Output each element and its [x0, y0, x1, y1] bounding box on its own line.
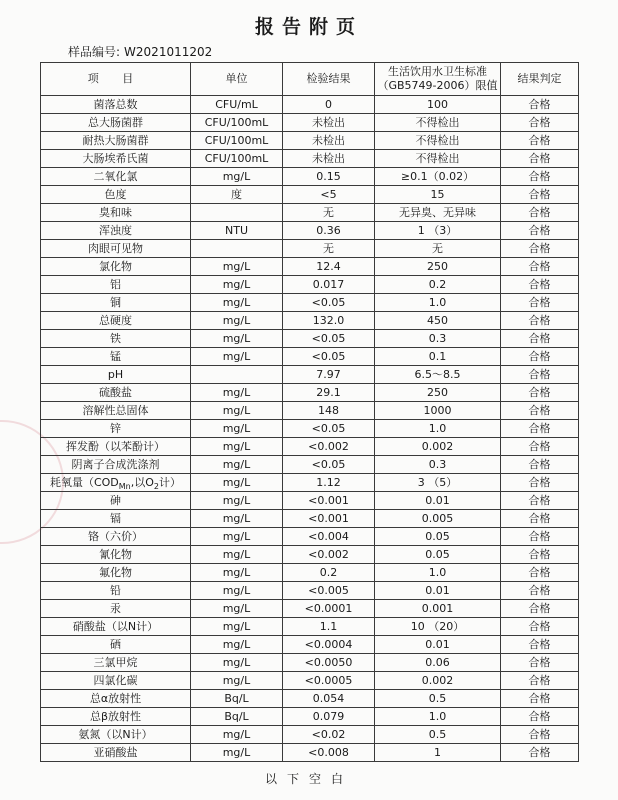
unit-cell: mg/L [191, 636, 283, 654]
result-cell: <0.02 [283, 726, 375, 744]
judgement-cell: 合格 [501, 582, 579, 600]
result-cell: <0.0050 [283, 654, 375, 672]
unit-cell: NTU [191, 222, 283, 240]
judgement-cell: 合格 [501, 618, 579, 636]
table-row [41, 258, 579, 276]
standard-cell: 不得检出 [375, 114, 501, 132]
table-row [41, 636, 579, 654]
unit-cell: mg/L [191, 420, 283, 438]
item-cell: 总大肠菌群 [41, 114, 191, 132]
result-cell: <0.05 [283, 348, 375, 366]
item-cell: 氨氮（以N计） [41, 726, 191, 744]
header-standard: 生活饮用水卫生标准（GB5749-2006）限值 [375, 63, 501, 96]
table-row [41, 168, 579, 186]
judgement-cell: 合格 [501, 204, 579, 222]
table-row [41, 222, 579, 240]
table-row [41, 312, 579, 330]
judgement-cell: 合格 [501, 456, 579, 474]
item-cell: 汞 [41, 600, 191, 618]
result-cell: 未检出 [283, 150, 375, 168]
standard-cell: 1.0 [375, 420, 501, 438]
result-cell: <0.001 [283, 492, 375, 510]
unit-cell: mg/L [191, 582, 283, 600]
item-cell: 肉眼可见物 [41, 240, 191, 258]
judgement-cell: 合格 [501, 258, 579, 276]
standard-cell: 6.5～8.5 [375, 366, 501, 384]
table-row [41, 294, 579, 312]
judgement-cell: 合格 [501, 96, 579, 114]
result-cell: 0.017 [283, 276, 375, 294]
item-cell: 菌落总数 [41, 96, 191, 114]
item-cell: 氯化物 [41, 258, 191, 276]
result-cell: 未检出 [283, 132, 375, 150]
result-cell: 0.2 [283, 564, 375, 582]
result-cell: 1.12 [283, 474, 375, 492]
judgement-cell: 合格 [501, 240, 579, 258]
item-cell: 氟化物 [41, 564, 191, 582]
standard-cell: 0.1 [375, 348, 501, 366]
header-result: 检验结果 [283, 63, 375, 96]
result-cell: <0.05 [283, 456, 375, 474]
table-row [41, 564, 579, 582]
unit-cell: mg/L [191, 726, 283, 744]
item-cell: 镉 [41, 510, 191, 528]
item-cell: 四氯化碳 [41, 672, 191, 690]
standard-cell: 0.01 [375, 492, 501, 510]
judgement-cell: 合格 [501, 510, 579, 528]
result-cell: 0.054 [283, 690, 375, 708]
standard-cell: 不得检出 [375, 132, 501, 150]
result-cell: <0.001 [283, 510, 375, 528]
table-row [41, 204, 579, 222]
result-cell: <0.008 [283, 744, 375, 762]
header-item: 项 目 [41, 63, 191, 96]
unit-cell: mg/L [191, 438, 283, 456]
judgement-cell: 合格 [501, 474, 579, 492]
item-cell: 硝酸盐（以N计） [41, 618, 191, 636]
header-unit: 单位 [191, 63, 283, 96]
unit-cell: mg/L [191, 600, 283, 618]
unit-cell: CFU/100mL [191, 114, 283, 132]
header-judgement: 结果判定 [501, 63, 579, 96]
standard-cell: 450 [375, 312, 501, 330]
sample-number [68, 43, 212, 60]
standard-cell: 0.002 [375, 438, 501, 456]
judgement-cell: 合格 [501, 348, 579, 366]
table-row [41, 726, 579, 744]
table-row [41, 690, 579, 708]
result-cell: 7.97 [283, 366, 375, 384]
judgement-cell: 合格 [501, 564, 579, 582]
table-row [41, 474, 579, 492]
result-cell: <0.05 [283, 294, 375, 312]
item-cell: 硒 [41, 636, 191, 654]
standard-cell: 不得检出 [375, 150, 501, 168]
unit-cell: mg/L [191, 348, 283, 366]
table-row [41, 438, 579, 456]
standard-cell: 0.05 [375, 546, 501, 564]
judgement-cell: 合格 [501, 438, 579, 456]
judgement-cell: 合格 [501, 114, 579, 132]
standard-cell: 1.0 [375, 708, 501, 726]
result-cell: 0 [283, 96, 375, 114]
result-cell: <0.05 [283, 330, 375, 348]
result-cell: 0.36 [283, 222, 375, 240]
table-row [41, 186, 579, 204]
judgement-cell: 合格 [501, 402, 579, 420]
result-cell: <0.05 [283, 420, 375, 438]
result-cell: 1.1 [283, 618, 375, 636]
table-row [41, 114, 579, 132]
item-cell: 溶解性总固体 [41, 402, 191, 420]
table-row [41, 150, 579, 168]
page-title: 报告附页 [254, 16, 363, 38]
standard-cell: 0.3 [375, 456, 501, 474]
unit-cell: mg/L [191, 276, 283, 294]
table-row [41, 132, 579, 150]
judgement-cell: 合格 [501, 168, 579, 186]
item-cell: 铜 [41, 294, 191, 312]
table-row [41, 420, 579, 438]
item-cell: 硫酸盐 [41, 384, 191, 402]
result-cell: <0.005 [283, 582, 375, 600]
result-cell: <0.0005 [283, 672, 375, 690]
result-cell: 0.15 [283, 168, 375, 186]
sample-number-label: 样品编号: [68, 45, 121, 59]
unit-cell: mg/L [191, 564, 283, 582]
result-cell: 148 [283, 402, 375, 420]
table-row [41, 348, 579, 366]
judgement-cell: 合格 [501, 492, 579, 510]
item-cell: 砷 [41, 492, 191, 510]
judgement-cell: 合格 [501, 312, 579, 330]
table-row [41, 528, 579, 546]
table-row [41, 456, 579, 474]
item-cell: 锰 [41, 348, 191, 366]
standard-cell: 1000 [375, 402, 501, 420]
item-cell: 阴离子合成洗涤剂 [41, 456, 191, 474]
table-row [41, 330, 579, 348]
table-row [41, 600, 579, 618]
result-cell: 0.079 [283, 708, 375, 726]
table-row [41, 546, 579, 564]
judgement-cell: 合格 [501, 546, 579, 564]
standard-cell: 3 （5） [375, 474, 501, 492]
unit-cell: mg/L [191, 258, 283, 276]
item-cell: pH [41, 366, 191, 384]
unit-cell: Bq/L [191, 690, 283, 708]
item-cell: 挥发酚（以苯酚计） [41, 438, 191, 456]
table-row [41, 276, 579, 294]
standard-cell: 无 [375, 240, 501, 258]
standard-cell: 无异臭、无异味 [375, 204, 501, 222]
standard-cell: 0.01 [375, 636, 501, 654]
item-cell: 大肠埃希氏菌 [41, 150, 191, 168]
table-row [41, 510, 579, 528]
standard-cell: 0.05 [375, 528, 501, 546]
result-cell: <0.004 [283, 528, 375, 546]
judgement-cell: 合格 [501, 384, 579, 402]
unit-cell: mg/L [191, 618, 283, 636]
judgement-cell: 合格 [501, 150, 579, 168]
table-row [41, 384, 579, 402]
judgement-cell: 合格 [501, 330, 579, 348]
unit-cell: mg/L [191, 294, 283, 312]
unit-cell: mg/L [191, 492, 283, 510]
table-row [41, 708, 579, 726]
result-cell: <5 [283, 186, 375, 204]
result-cell: 无 [283, 204, 375, 222]
unit-cell: mg/L [191, 654, 283, 672]
standard-cell: 0.001 [375, 600, 501, 618]
judgement-cell: 合格 [501, 294, 579, 312]
unit-cell [191, 204, 283, 222]
result-cell: 无 [283, 240, 375, 258]
standard-cell: 1 （3） [375, 222, 501, 240]
item-cell: 锌 [41, 420, 191, 438]
table-row [41, 582, 579, 600]
standard-cell: 100 [375, 96, 501, 114]
item-cell: 亚硝酸盐 [41, 744, 191, 762]
result-cell: <0.002 [283, 546, 375, 564]
unit-cell: CFU/100mL [191, 132, 283, 150]
unit-cell: mg/L [191, 528, 283, 546]
table-header-row [41, 63, 579, 96]
table-row [41, 618, 579, 636]
judgement-cell: 合格 [501, 528, 579, 546]
item-cell: 铁 [41, 330, 191, 348]
judgement-cell: 合格 [501, 132, 579, 150]
unit-cell: CFU/mL [191, 96, 283, 114]
standard-cell: 0.06 [375, 654, 501, 672]
item-cell: 铬（六价） [41, 528, 191, 546]
item-cell: 二氧化氯 [41, 168, 191, 186]
item-cell: 臭和味 [41, 204, 191, 222]
result-cell: 132.0 [283, 312, 375, 330]
standard-cell: 0.5 [375, 726, 501, 744]
unit-cell [191, 240, 283, 258]
judgement-cell: 合格 [501, 636, 579, 654]
unit-cell: 度 [191, 186, 283, 204]
item-cell: 耐热大肠菌群 [41, 132, 191, 150]
standard-cell: 250 [375, 258, 501, 276]
table-row [41, 492, 579, 510]
standard-cell: 0.2 [375, 276, 501, 294]
item-cell: 色度 [41, 186, 191, 204]
unit-cell: mg/L [191, 384, 283, 402]
result-cell: <0.0004 [283, 636, 375, 654]
judgement-cell: 合格 [501, 708, 579, 726]
unit-cell: mg/L [191, 402, 283, 420]
item-cell: 浑浊度 [41, 222, 191, 240]
standard-cell: 0.005 [375, 510, 501, 528]
standard-cell: 0.01 [375, 582, 501, 600]
standard-cell: ≥0.1（0.02） [375, 168, 501, 186]
unit-cell: mg/L [191, 510, 283, 528]
results-table [40, 62, 579, 762]
table-row [41, 366, 579, 384]
table-row [41, 96, 579, 114]
result-cell: 12.4 [283, 258, 375, 276]
standard-cell: 0.5 [375, 690, 501, 708]
item-cell: 铅 [41, 582, 191, 600]
item-cell: 三氯甲烷 [41, 654, 191, 672]
judgement-cell: 合格 [501, 420, 579, 438]
result-cell: <0.0001 [283, 600, 375, 618]
judgement-cell: 合格 [501, 726, 579, 744]
unit-cell: mg/L [191, 456, 283, 474]
standard-cell: 0.002 [375, 672, 501, 690]
standard-cell: 1.0 [375, 294, 501, 312]
judgement-cell: 合格 [501, 276, 579, 294]
end-marker: 以下空白 [264, 772, 353, 786]
judgement-cell: 合格 [501, 744, 579, 762]
standard-cell: 1 [375, 744, 501, 762]
unit-cell: Bq/L [191, 708, 283, 726]
judgement-cell: 合格 [501, 690, 579, 708]
unit-cell: mg/L [191, 474, 283, 492]
item-cell: 耗氧量（$COD_{Mn}$,以$O_2$计） [41, 474, 191, 492]
judgement-cell: 合格 [501, 186, 579, 204]
judgement-cell: 合格 [501, 672, 579, 690]
standard-cell: 1.0 [375, 564, 501, 582]
unit-cell: mg/L [191, 168, 283, 186]
judgement-cell: 合格 [501, 654, 579, 672]
table-row [41, 402, 579, 420]
result-cell: 未检出 [283, 114, 375, 132]
item-cell: 总α放射性 [41, 690, 191, 708]
standard-cell: 10 （20） [375, 618, 501, 636]
table-row [41, 240, 579, 258]
table-row [41, 672, 579, 690]
judgement-cell: 合格 [501, 366, 579, 384]
unit-cell: mg/L [191, 330, 283, 348]
item-cell: 氰化物 [41, 546, 191, 564]
sample-number-value: W2021011202 [124, 45, 213, 59]
table-row [41, 744, 579, 762]
unit-cell: mg/L [191, 312, 283, 330]
unit-cell: mg/L [191, 546, 283, 564]
judgement-cell: 合格 [501, 222, 579, 240]
judgement-cell: 合格 [501, 600, 579, 618]
unit-cell: mg/L [191, 672, 283, 690]
standard-cell: 15 [375, 186, 501, 204]
result-cell: 29.1 [283, 384, 375, 402]
result-cell: <0.002 [283, 438, 375, 456]
unit-cell [191, 366, 283, 384]
standard-cell: 0.3 [375, 330, 501, 348]
table-row [41, 654, 579, 672]
unit-cell: mg/L [191, 744, 283, 762]
standard-cell: 250 [375, 384, 501, 402]
item-cell: 总β放射性 [41, 708, 191, 726]
item-cell: 总硬度 [41, 312, 191, 330]
unit-cell: CFU/100mL [191, 150, 283, 168]
item-cell: 铝 [41, 276, 191, 294]
